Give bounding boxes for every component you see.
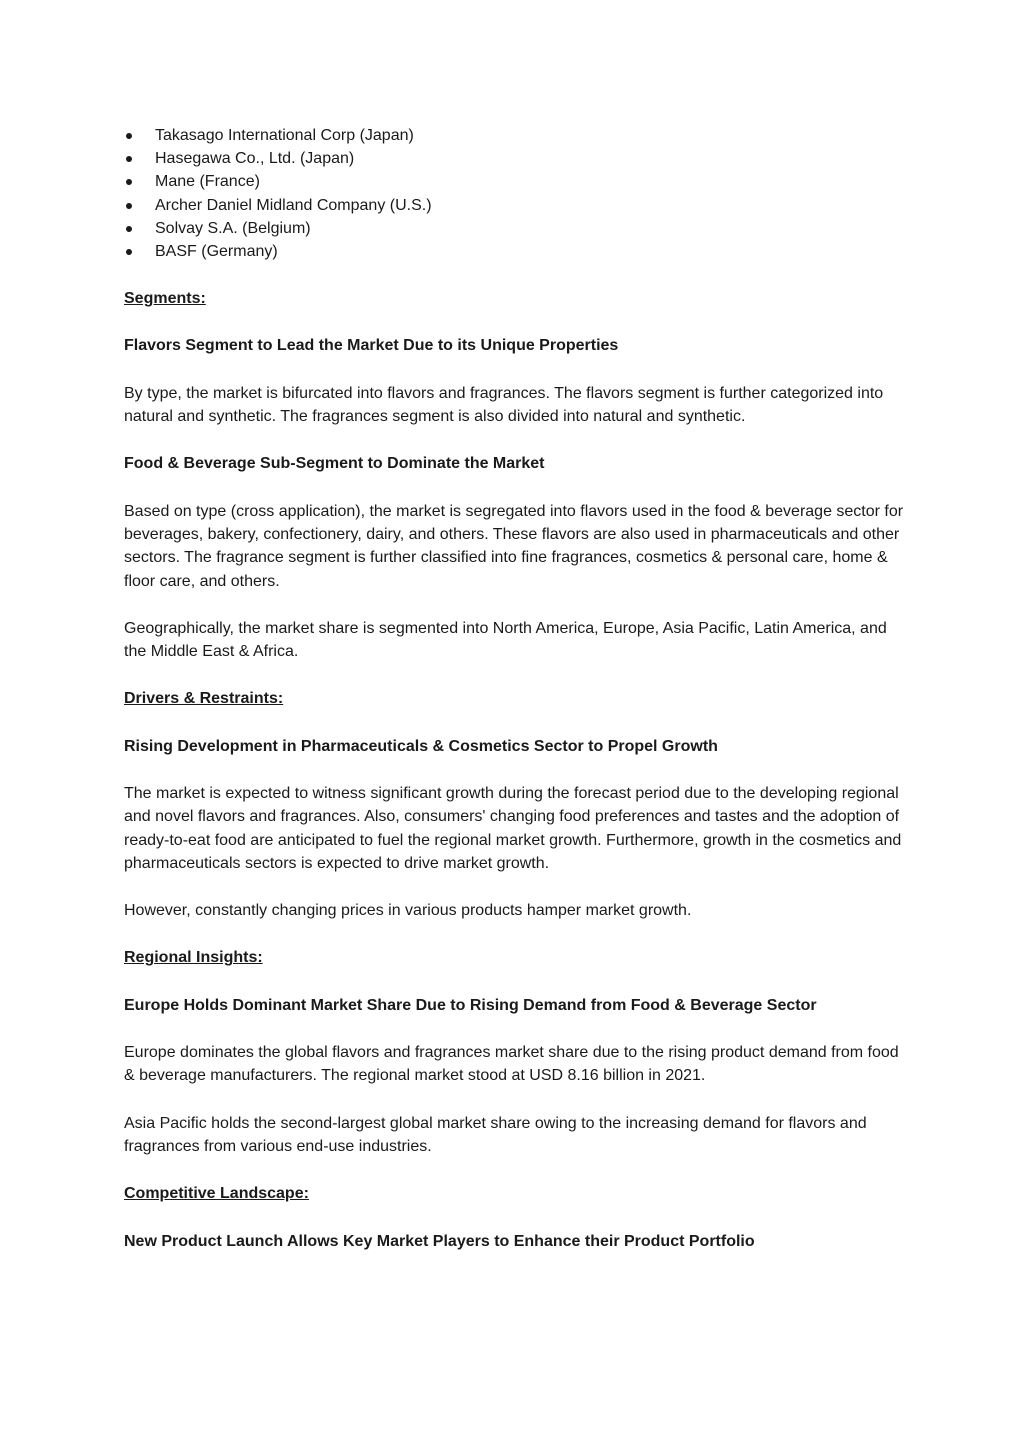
list-item: Hasegawa Co., Ltd. (Japan) [124,147,904,170]
asia-pacific-paragraph: Asia Pacific holds the second-largest global market share owing to the increasing demand for flavors and fragrances from various end-use industries. [124,1114,867,1155]
bullet-icon [126,179,132,185]
bullet-icon [126,133,132,139]
list-item: BASF (Germany) [124,240,904,263]
flavors-paragraph: By type, the market is bifurcated into flavors and fragrances. The flavors segment is further categorized into natural and synthetic. The fragrances segment is also divided into natural and synthetic. [124,384,884,426]
document-content [124,124,904,1253]
restraints-paragraph: However, constantly changing prices in various products hamper market growth. [124,902,692,920]
bullet-icon [126,226,132,232]
list-item: Mane (France) [124,170,904,193]
bullet-icon [126,156,132,162]
drivers-title: Drivers & Restraints: [124,690,284,708]
company-list [124,124,904,263]
europe-paragraph: Europe dominates the global flavors and fragrances market share due to the rising product demand from food & beverage manufacturers. The regional market stood at USD 8.16 billion in 2021. [124,1044,899,1085]
drivers-paragraph: The market is expected to witness significant growth during the forecast period due to the developing regional and novel flavors and fragrances. Also, consumers' changing food preferences and tastes and the adoption of ready-to-eat food are anticipated to fuel the regional market growth. Furthermore, growth in the cosmetics and pharmaceuticals sectors is expected to drive market growth. [124,784,902,872]
regional-title: Regional Insights: [124,949,263,967]
bullet-icon [126,203,132,209]
food-beverage-heading: Food & Beverage Sub-Segment to Dominate the Market [124,455,545,473]
drivers-heading: Rising Development in Pharmaceuticals & Cosmetics Sector to Propel Growth [124,737,718,755]
competitive-heading: New Product Launch Allows Key Market Players to Enhance their Product Portfolio [124,1232,755,1250]
competitive-title: Competitive Landscape: [124,1185,309,1203]
bullet-icon [126,249,132,255]
geography-paragraph: Geographically, the market share is segmented into North America, Europe, Asia Pacific, Latin America, and the Middle East & Africa. [124,619,887,661]
list-item: Archer Daniel Midland Company (U.S.) [124,194,904,217]
list-item: Takasago International Corp (Japan) [124,124,904,147]
segments-title: Segments: [124,290,206,308]
list-item: Solvay S.A. (Belgium) [124,217,904,240]
food-beverage-paragraph: Based on type (cross application), the market is segregated into flavors used in the food & beverage sector for beverages, bakery, confectionery, dairy, and others. These flavors are also used in pharmaceuticals and other sectors. The fragrance segment is further classified into fine fragrances, cosmetics & personal care, home & floor care, and others. [124,502,904,590]
flavors-heading: Flavors Segment to Lead the Market Due to its Unique Properties [124,337,619,355]
regional-heading: Europe Holds Dominant Market Share Due to Rising Demand from Food & Beverage Sector [124,996,817,1014]
